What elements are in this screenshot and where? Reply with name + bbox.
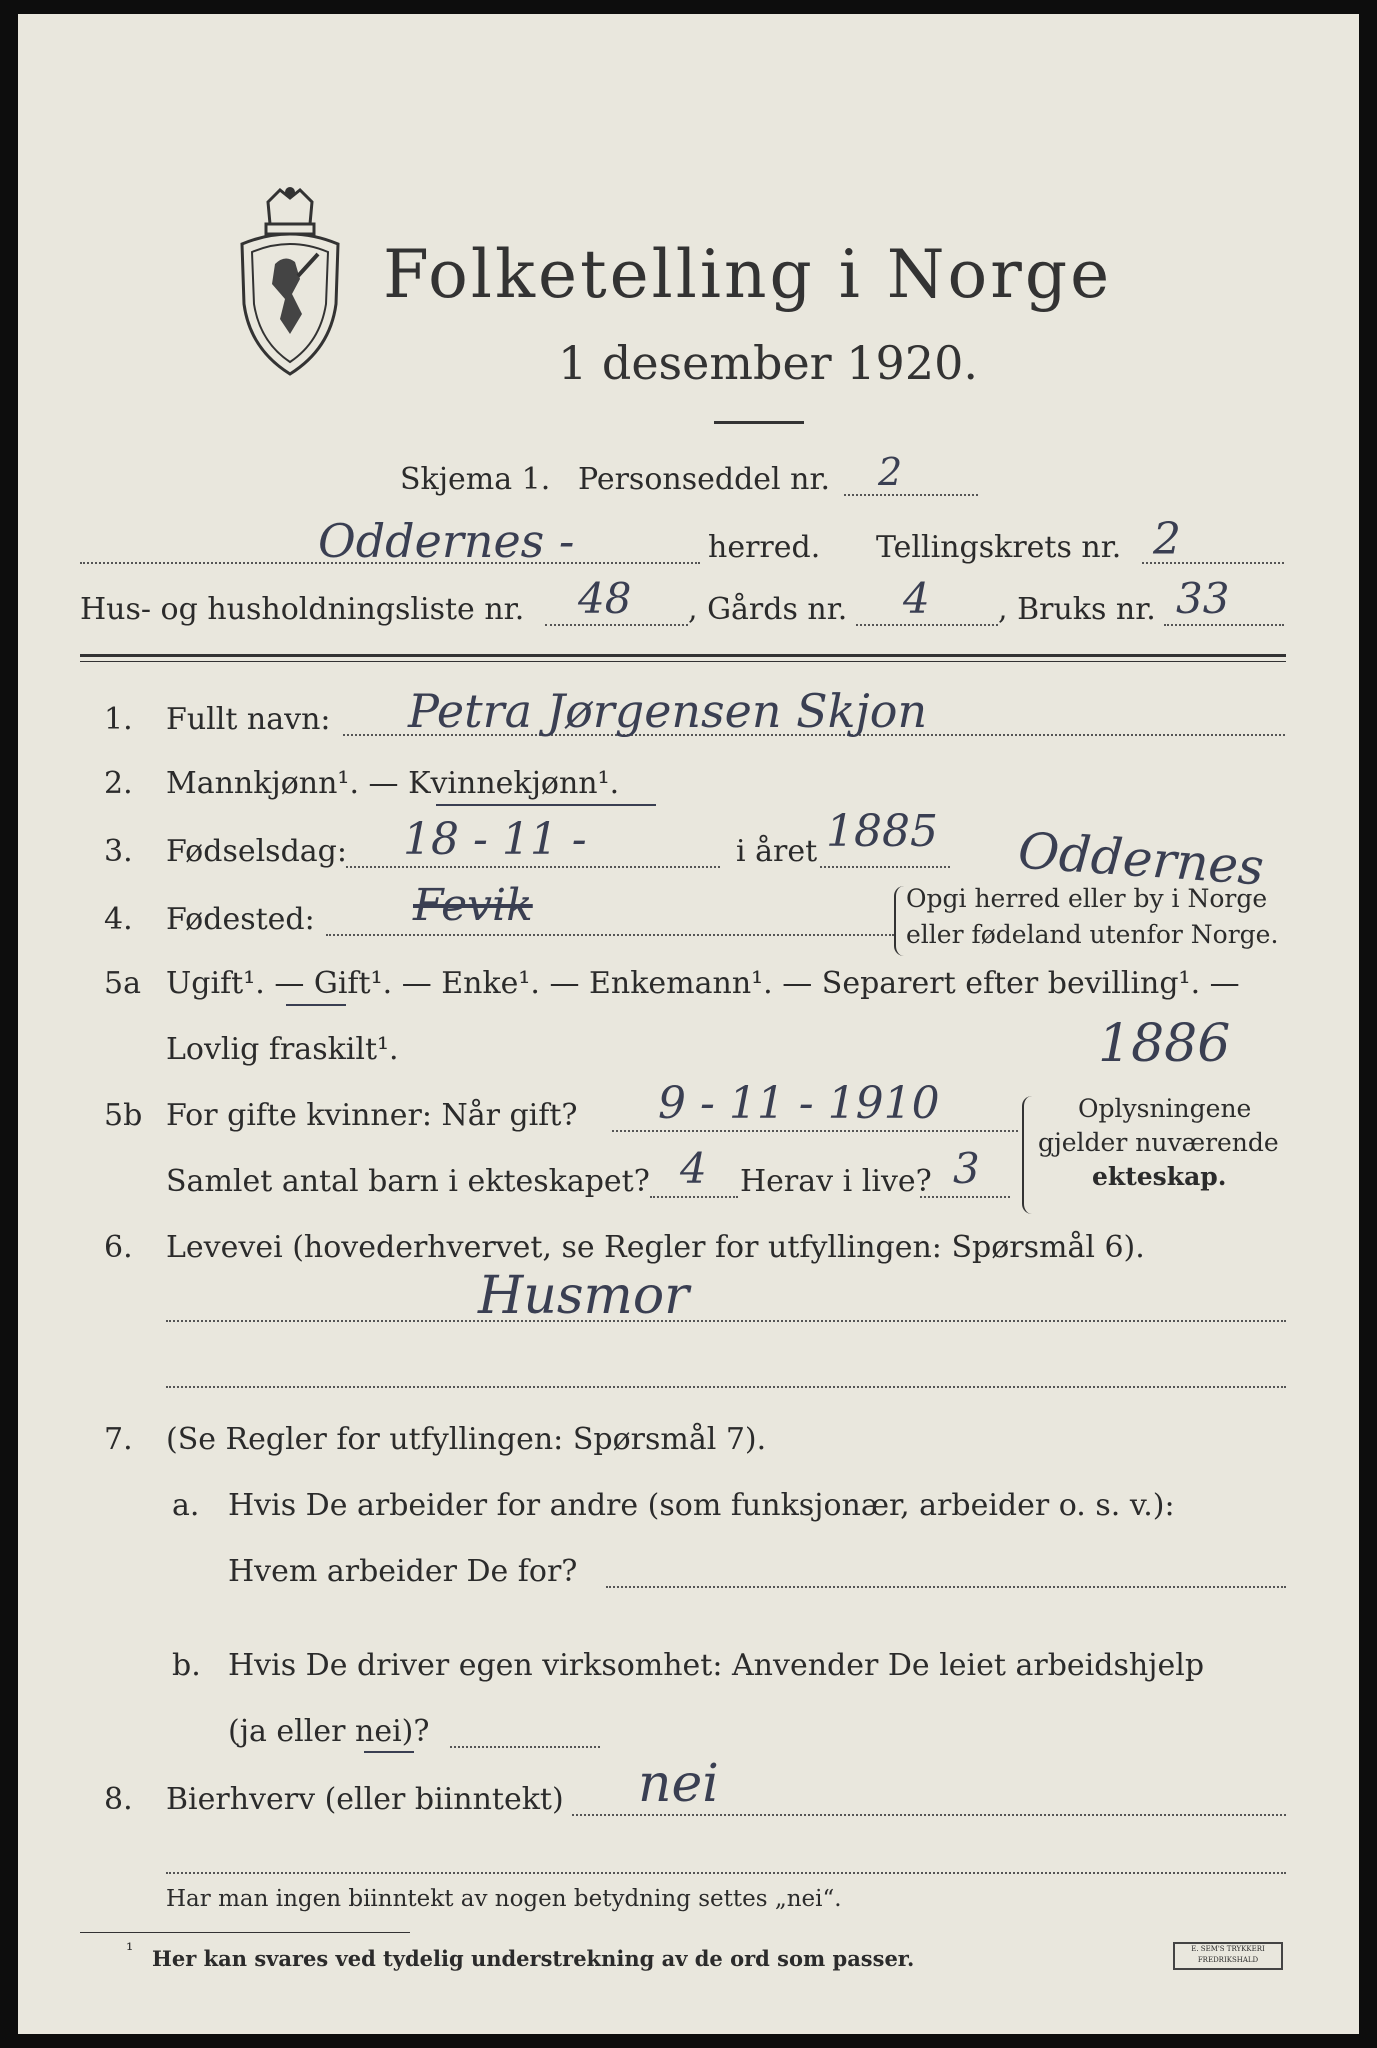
herred-value: Oddernes -	[318, 514, 575, 568]
q5b-line1	[612, 1130, 1018, 1132]
q8-line1	[572, 1814, 1286, 1816]
q7a-number: a.	[172, 1488, 200, 1523]
q4-label: Fødested:	[166, 902, 315, 937]
personseddel-line	[844, 494, 978, 496]
q3-year-value: 1885	[826, 806, 938, 857]
q5b-line2	[650, 1196, 738, 1198]
header-rule-bottom	[80, 661, 1286, 662]
q6-label: Levevei (hovederhvervet, se Regler for utfyllingen: Spørsmål 6).	[166, 1230, 1145, 1265]
header-rule-top	[80, 654, 1286, 657]
q5b-value2: 4	[680, 1144, 707, 1193]
q6-value: Husmor	[478, 1266, 689, 1326]
footnote-rule	[80, 1932, 410, 1933]
q7b-line2: (ja eller nei)?	[228, 1714, 430, 1749]
census-form	[18, 14, 1359, 2034]
q8-label: Bierhverv (eller biinntekt)	[166, 1782, 564, 1817]
q5b-note-line2: gjelder nuværende	[1038, 1128, 1279, 1157]
q4-line	[326, 934, 894, 936]
coat-of-arms-icon	[230, 184, 350, 384]
q3-label: Fødselsdag:	[166, 834, 347, 869]
q1-label: Fullt navn:	[166, 702, 331, 737]
q3-year-line	[820, 866, 950, 868]
gards-line	[856, 624, 998, 626]
q7-number: 7.	[104, 1422, 133, 1457]
title-divider	[714, 421, 804, 424]
q5b-line3	[920, 1196, 1010, 1198]
q5b-label1: For gifte kvinner: Når gift?	[166, 1098, 578, 1133]
q1-number: 1.	[104, 702, 133, 737]
q2-number: 2.	[104, 766, 133, 801]
q5b-value3: 3	[953, 1144, 980, 1193]
q2-label: Mannkjønn¹. — Kvinnekjønn¹.	[166, 766, 620, 801]
q5b-note-line1: Oplysningene	[1078, 1094, 1252, 1123]
q5a-number: 5a	[104, 966, 141, 1001]
q5b-label2: Samlet antal barn i ekteskapet?	[166, 1164, 650, 1199]
footer-note: Har man ingen biinntekt av nogen betydning settes „nei“.	[166, 1886, 842, 1912]
q2-underline	[436, 804, 656, 806]
tellingskrets-label: Tellingskrets nr.	[876, 530, 1122, 565]
personseddel-value: 2	[878, 450, 903, 494]
q5b-number: 5b	[104, 1098, 143, 1133]
q7a-line	[606, 1586, 1286, 1588]
q4-note-line2: eller fødeland utenfor Norge.	[906, 920, 1279, 949]
q7b-line	[450, 1746, 600, 1748]
skjema-label: Skjema 1.	[400, 462, 551, 497]
q5a-underline	[286, 1004, 346, 1006]
tellingskrets-value: 2	[1153, 514, 1181, 565]
q3-year-label: i året	[736, 834, 818, 869]
q4-value-struck: Fevik	[413, 880, 533, 931]
q8-number: 8.	[104, 1782, 133, 1817]
census-date: 1 desember 1920.	[558, 336, 978, 390]
q6-line2	[166, 1386, 1286, 1388]
q7a-line2: Hvem arbeider De for?	[228, 1554, 578, 1589]
q4-number: 4.	[104, 902, 133, 937]
q5b-label3: Herav i live?	[740, 1164, 932, 1199]
q4-brace	[894, 886, 904, 956]
q3-value: 18 - 11 -	[403, 814, 587, 865]
q7b-underline	[364, 1751, 414, 1753]
personseddel-label: Personseddel nr.	[578, 462, 831, 497]
husliste-value: 48	[578, 574, 632, 623]
herred-label: herred.	[708, 530, 821, 565]
footnote-text: Her kan svares ved tydelig understrekning av de ord som passer.	[152, 1946, 915, 1971]
footnote-mark: ¹	[126, 1940, 134, 1961]
gards-label: , Gårds nr.	[688, 592, 848, 627]
q4-value-added: Oddernes	[1016, 821, 1266, 897]
q7b-line1: Hvis De driver egen virksomhet: Anvender De leiet arbeidshjelp	[228, 1648, 1205, 1683]
q5b-note-line3: ekteskap.	[1092, 1162, 1227, 1191]
gards-value: 4	[903, 574, 930, 623]
q3-number: 3.	[104, 834, 133, 869]
q5a-line2: Lovlig fraskilt¹.	[166, 1032, 399, 1067]
q6-line1	[166, 1320, 1286, 1322]
q5b-brace	[1022, 1096, 1034, 1214]
q7a-line1: Hvis De arbeider for andre (som funksjonær, arbeider o. s. v.):	[228, 1488, 1175, 1523]
form-title: Folketelling i Norge	[383, 236, 1113, 313]
bruks-label: , Bruks nr.	[998, 592, 1156, 627]
q3-line	[346, 866, 720, 868]
q6-number: 6.	[104, 1230, 133, 1265]
q4-note-line1: Opgi herred eller by i Norge	[906, 884, 1268, 913]
printer-stamp: E. SEM'S TRYKKERI FREDRIKSHALD	[1173, 1942, 1283, 1970]
q8-value: nei	[638, 1754, 719, 1814]
husliste-label: Hus- og husholdningsliste nr.	[80, 592, 525, 627]
bruks-line	[1164, 624, 1284, 626]
husliste-line	[545, 624, 688, 626]
q1-value: Petra Jørgensen Skjon	[408, 684, 928, 738]
q5a-line1: Ugift¹. — Gift¹. — Enke¹. — Enkemann¹. — Separert efter bevilling¹. —	[166, 966, 1240, 1001]
bruks-value: 33	[1176, 574, 1230, 623]
q5a-annotation: 1886	[1098, 1014, 1231, 1074]
q8-line2	[166, 1872, 1286, 1874]
q7-label: (Se Regler for utfyllingen: Spørsmål 7).	[166, 1422, 767, 1457]
q5b-value1: 9 - 11 - 1910	[658, 1078, 940, 1129]
q7b-number: b.	[172, 1648, 201, 1683]
